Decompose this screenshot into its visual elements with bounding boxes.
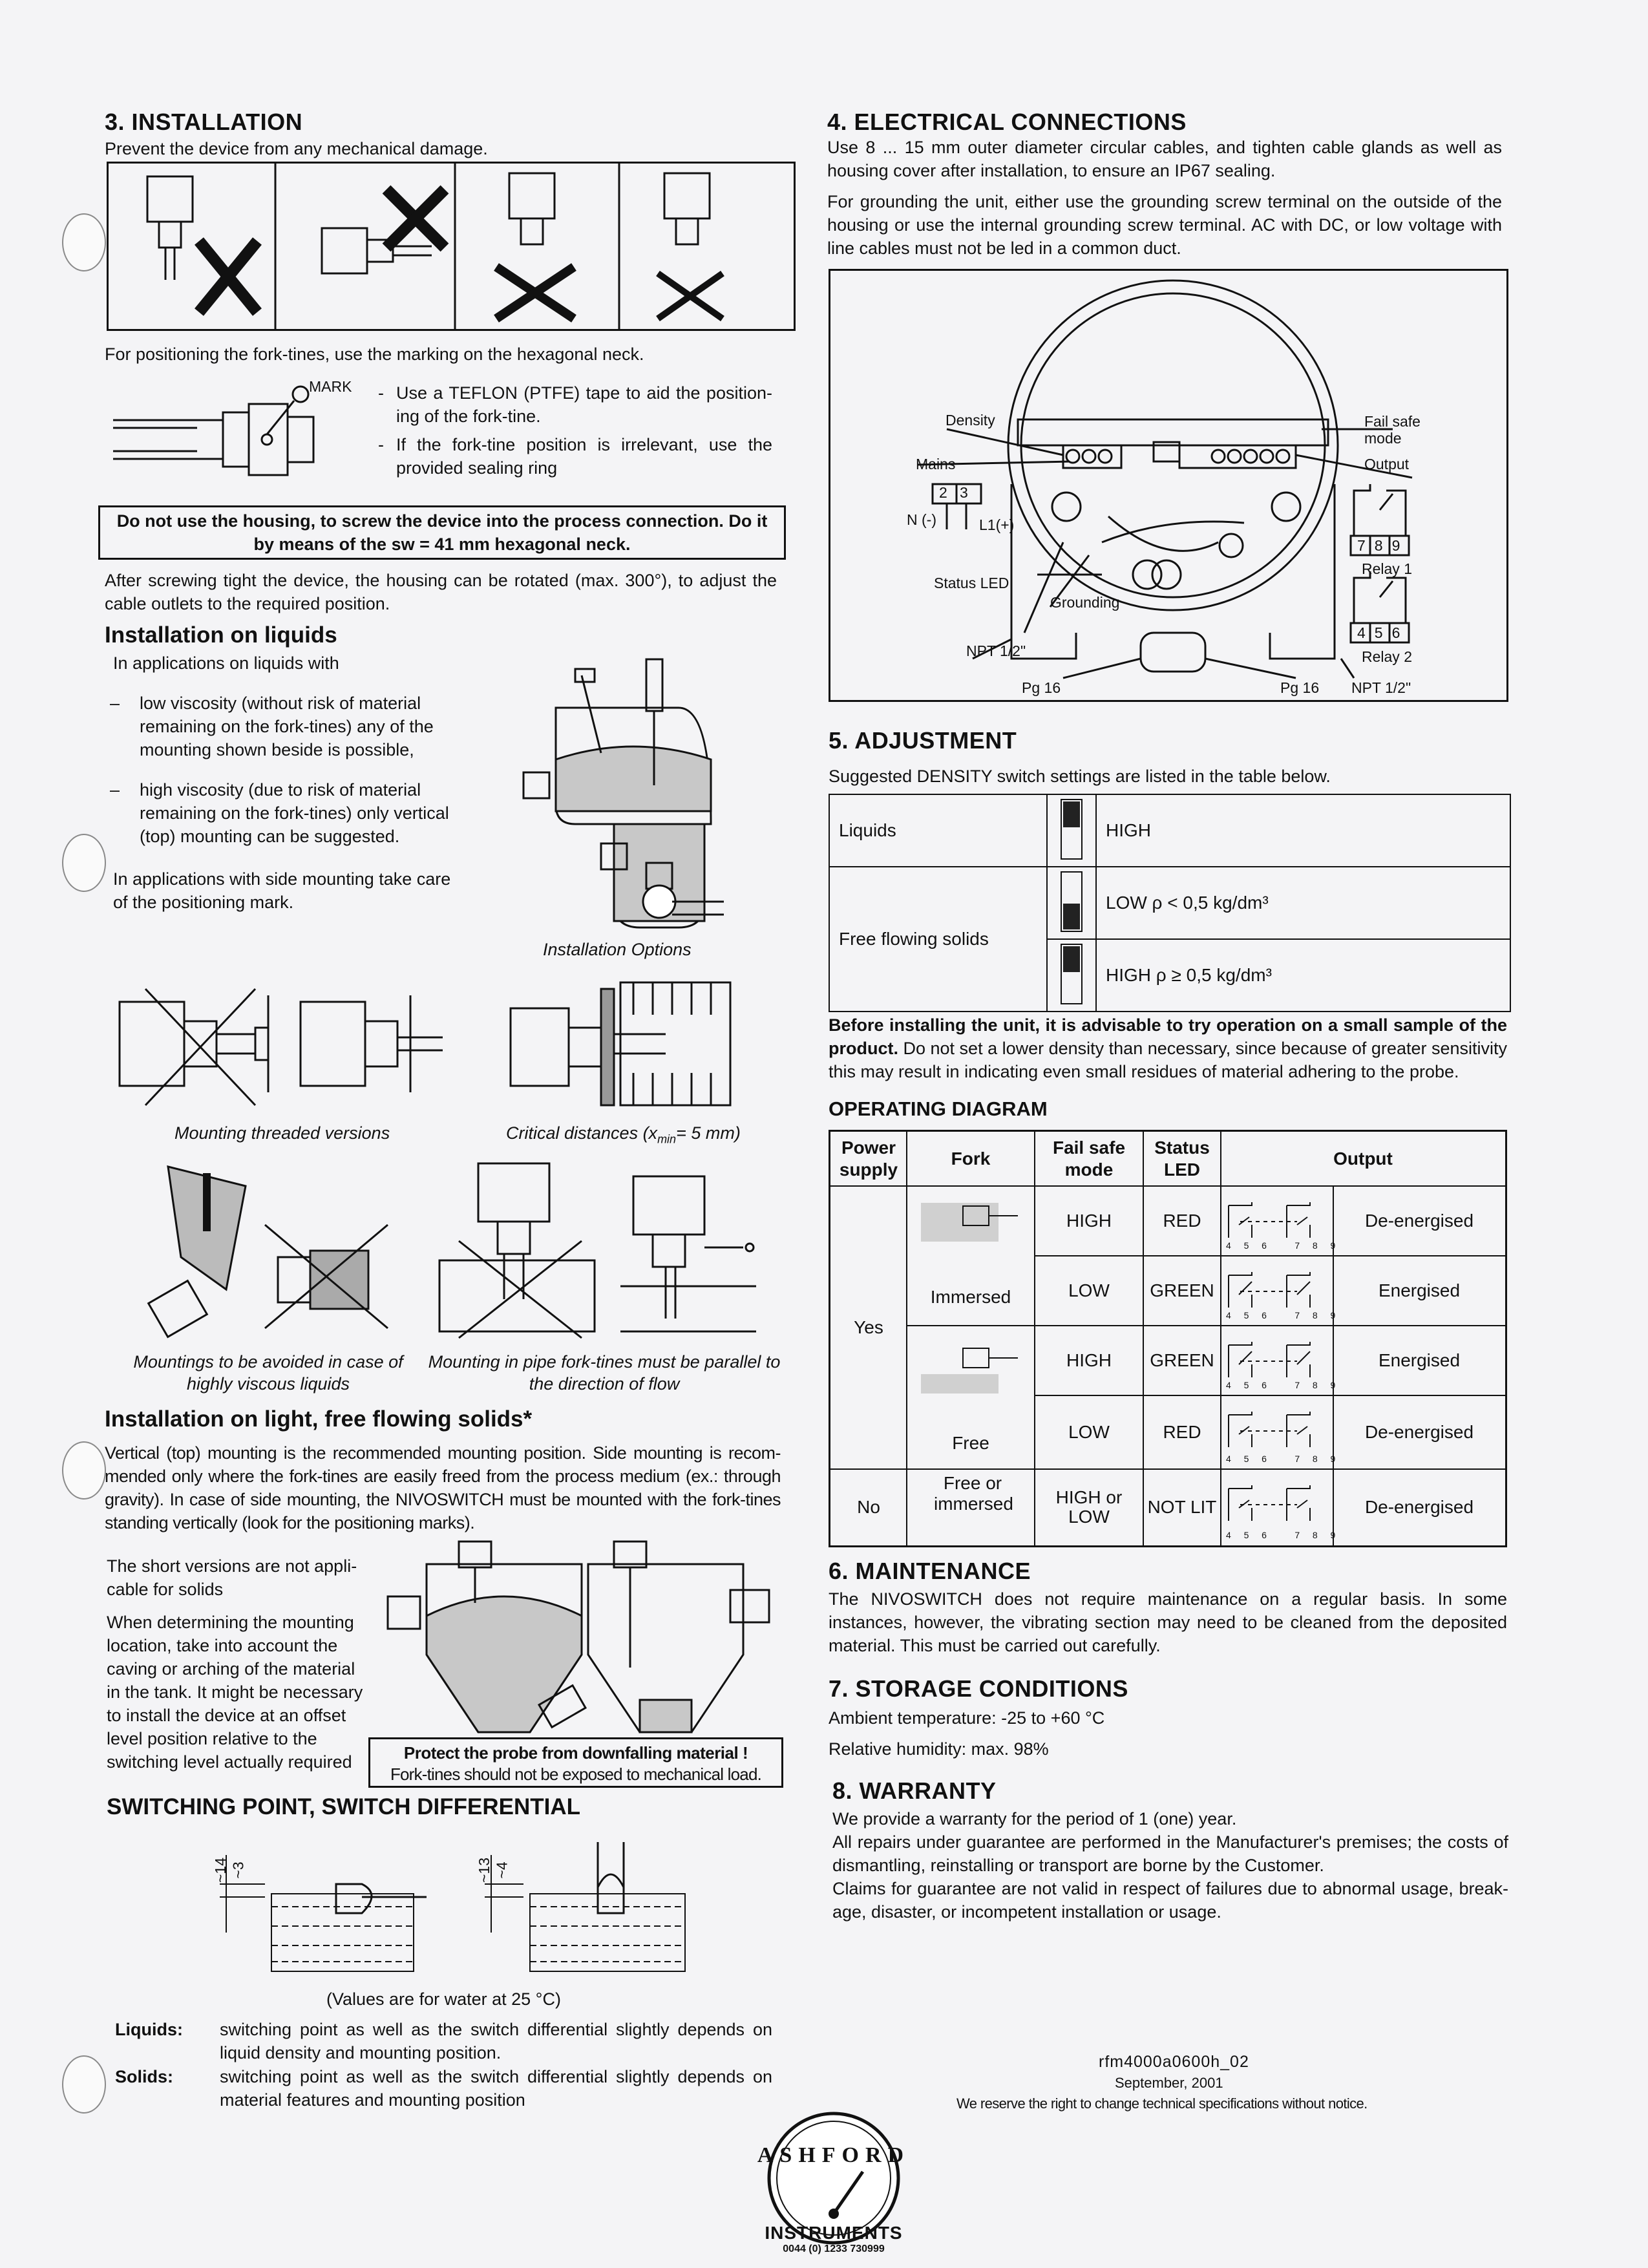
switch-icon [1047, 867, 1096, 939]
warranty-p2: All repairs under guarantee are performed in the Manufacturer's premises; the costs of dismantling, reinstalling or transport are borne by the Customer. [832, 1832, 1508, 1875]
switching-title: SWITCHING POINT, SWITCH DIFFERENTIAL [107, 1794, 581, 1819]
solids-text: Vertical (top) mounting is the recommended mounting position. Side mounting is recom-mended only where the fork-tines are easily freed from the process medium (ex.: through gravity). In case of side mounting, the NIVOSWITCH must be mounted with the fork-tines standing vertically (look for the positioning marks). [105, 1443, 781, 1532]
liquids-desc: switching point as well as the switch differential slightly depends on liquid density and mounting position. [220, 2020, 772, 2062]
caption-installation-options: Installation Options [543, 940, 692, 959]
fail-safe-mode-cell: HIGH [1066, 1211, 1112, 1231]
liquids-item-high: high viscosity (due to risk of material remaining on the fork-tines) only vertical (top) mounting can be suggested. [140, 780, 449, 846]
fork-free: Free [952, 1433, 989, 1453]
liquids-side-text: In applications with side mounting take care of the positioning mark. [113, 869, 451, 912]
relay1-t8: 8 [1374, 537, 1392, 554]
relay1-t9: 9 [1391, 537, 1410, 554]
after-screwing-text: After screwing tight the device, the housing can be rotated (max. 300°), to adjust the cable outlets to the required position. [105, 571, 777, 613]
liquids-intro: In applications on liquids with [113, 653, 339, 673]
binder-hole [62, 1441, 106, 1500]
advice-bold: Before installing the unit, it is advisable to try operation on a small sample of the product. [829, 1015, 1507, 1058]
silo-mounting-drawing [368, 1538, 788, 1739]
storage-temp: Ambient temperature: -25 to +60 °C [829, 1708, 1105, 1728]
switch-icon [1047, 939, 1096, 1012]
header-output: Output [1333, 1149, 1393, 1169]
status-led-cell: RED [1163, 1422, 1201, 1442]
footer-code: rfm4000a0600h_02 [1099, 2053, 1249, 2071]
setting-low-density: LOW ρ < 0,5 kg/dm³ [1096, 867, 1510, 939]
label-status-led: Status LED [934, 575, 1009, 591]
fail-safe-mode-cell: HIGH [1066, 1350, 1112, 1370]
relay-terminal-numbers: 4 5 6 7 8 9 [1226, 1530, 1338, 1540]
warranty-title: 8. WARRANTY [832, 1777, 997, 1804]
label-npt-left: NPT 1/2" [966, 642, 1026, 659]
terminal-2: 2 [939, 484, 947, 501]
output-cell: De-energised [1364, 1497, 1474, 1517]
output-cell: Energised [1378, 1350, 1461, 1370]
maintenance-text: The NIVOSWITCH does not require maintenance on a regular basis. In some instances, however, the vibrating section may need to be cleaned from the deposited material. This must be carried out carefully. [829, 1589, 1507, 1655]
operating-diagram-title: OPERATING DIAGRAM [829, 1097, 1048, 1120]
advice-text: Do not set a lower density than necessary, since because of greater sensitivity this may result in indicating even small residues of material adhering to the probe. [829, 1039, 1507, 1081]
relay-terminal-numbers: 4 5 6 7 8 9 [1226, 1380, 1338, 1390]
binder-hole [62, 834, 106, 892]
dim-left-a: ~14 [212, 1857, 229, 1883]
label-density: Density [945, 412, 995, 429]
relay1-terminals [1357, 537, 1409, 555]
solids-title: Installation on light, free flowing solids* [105, 1406, 533, 1432]
pipe-mounting-drawing [433, 1157, 769, 1344]
binder-hole [62, 213, 106, 271]
caption-critical [506, 1122, 741, 1150]
liquids-title: Installation on liquids [105, 622, 337, 648]
bullet-teflon: Use a TEFLON (PTFE) tape to aid the position-ing of the fork-tine. [396, 383, 772, 426]
protect-text: Fork-tines should not be exposed to mechanical load. [390, 1765, 762, 1784]
status-led-cell: GREEN [1150, 1350, 1214, 1370]
label-pg-left: Pg 16 [1022, 679, 1061, 696]
ashford-instruments-stamp [750, 2110, 918, 2268]
warranty-p3: Claims for guarantee are not valid in respect of failures due to abnormal usage, break-age, disaster, or incompetent installation or usage. [832, 1879, 1508, 1922]
relay2-terminals [1357, 624, 1409, 642]
medium-liquids: Liquids [829, 794, 1047, 867]
caption-critical-sub: min [657, 1132, 677, 1146]
liquids-label: Liquids: [115, 2020, 183, 2039]
setting-high: HIGH [1096, 794, 1510, 867]
footer-date: September, 2001 [1115, 2075, 1223, 2091]
caption-pipe: Mounting in pipe fork-tines must be parallel to the direction of flow [428, 1352, 781, 1394]
binder-hole [62, 2055, 106, 2114]
medium-solids: Free flowing solids [829, 867, 1047, 1012]
protect-title: Protect the probe from downfalling material ! [403, 1743, 748, 1763]
protect-box [368, 1737, 783, 1788]
output-cell: De-energised [1364, 1422, 1474, 1442]
label-line: L1(+) [979, 516, 1015, 533]
header-fork: Fork [951, 1149, 991, 1169]
label-mains: Mains [916, 456, 956, 472]
fail-safe-mode-cell: LOW [1068, 1280, 1110, 1300]
solids-label: Solids: [115, 2067, 174, 2086]
warranty-body [832, 1807, 1508, 1924]
stamp-phone: 0044 (0) 1233 730999 [783, 2243, 885, 2254]
bullet-sealing-ring: If the fork-tine position is irrelevant, use the provided sealing ring [396, 435, 772, 478]
setting-high-density: HIGH ρ ≥ 0,5 kg/dm³ [1096, 939, 1510, 1012]
threaded-mounting-drawing [107, 982, 456, 1118]
label-neutral: N (-) [907, 511, 936, 528]
terminal-3: 3 [960, 484, 968, 501]
caption-critical-text: Critical distances (x [506, 1123, 658, 1143]
header-power: Power supply [839, 1138, 898, 1180]
installation-title: 3. INSTALLATION [105, 109, 303, 135]
footer-notice: We reserve the right to change technical specifications without notice. [956, 2095, 1368, 2112]
label-relay2: Relay 2 [1362, 648, 1412, 665]
relay2-t6: 6 [1391, 624, 1410, 641]
installation-options-drawing [517, 656, 730, 934]
mark-bullets: - Use a TEFLON (PTFE) tape to aid the position-ing of the fork-tine. - If the fork-tine position is irrelevant, use the provided sealing ring [378, 381, 772, 480]
label-fail-safe: Fail safe mode [1364, 413, 1421, 447]
label-pg-right: Pg 16 [1280, 679, 1320, 696]
mark-label: MARK [309, 378, 352, 395]
operating-diagram-table [829, 1130, 1507, 1547]
dim-right-a: ~13 [476, 1857, 493, 1883]
storage-humidity: Relative humidity: max. 98% [829, 1739, 1049, 1759]
header-fail-safe: Fail safe mode [1052, 1138, 1126, 1180]
warranty-p1: We provide a warranty for the period of 1 (one) year. [832, 1809, 1237, 1828]
storage-title: 7. STORAGE CONDITIONS [829, 1675, 1128, 1702]
caption-avoided: Mountings to be avoided in case of highly viscous liquids [133, 1352, 403, 1394]
values-note: (Values are for water at 25 °C) [326, 1989, 561, 2009]
relay1-t7: 7 [1357, 537, 1375, 554]
adjustment-advice [829, 1013, 1507, 1083]
table-row [829, 794, 1510, 867]
dim-left-b: ~3 [229, 1861, 247, 1879]
fork-immersed: Immersed [930, 1287, 1011, 1307]
relay-terminal-numbers: 4 5 6 7 8 9 [1226, 1310, 1338, 1320]
table-row [829, 867, 1510, 939]
caption-critical-end: = 5 mm) [676, 1123, 741, 1143]
switch-icon [1047, 794, 1096, 867]
dim-right-b: ~4 [493, 1861, 511, 1879]
solids-desc: switching point as well as the switch differential slightly depends on material features and mounting position [220, 2067, 772, 2110]
electrical-p1: Use 8 ... 15 mm outer diameter circular cables, and tighten cable glands as well as housing cover after installation, to ensure an IP67 sealing. [827, 138, 1502, 180]
maintenance-title: 6. MAINTENANCE [829, 1558, 1031, 1584]
power-yes: Yes [854, 1317, 883, 1337]
status-led-cell: RED [1163, 1211, 1201, 1231]
adjustment-intro: Suggested DENSITY switch settings are listed in the table below. [829, 767, 1331, 786]
critical-distances-drawing [504, 976, 737, 1112]
damage-illustration-strip [107, 162, 796, 331]
warning-box [98, 505, 786, 560]
header-status-led: Status LED [1154, 1138, 1210, 1180]
electrical-p2: For grounding the unit, either use the grounding screw terminal on the outside of the housing or use the internal grounding screw terminal. AC with DC, or low voltage with line cables must not be led in a common duct. [827, 192, 1502, 258]
fork-free-or-immersed: Free or immersed [934, 1473, 1013, 1514]
warning-text: Do not use the housing, to screw the device into the process connection. Do it by means of the sw = 41 mm hexagonal neck. [116, 511, 768, 554]
output-cell: Energised [1378, 1280, 1461, 1300]
determining-text: When determining the mounting location, take into account the caving or arching of the material in the tank. It might be necessary to install the device at an offset level position relative to the switching level actually required [107, 1613, 363, 1772]
status-led-cell: NOT LIT [1147, 1497, 1217, 1517]
electrical-title: 4. ELECTRICAL CONNECTIONS [827, 109, 1187, 135]
adjustment-title: 5. ADJUSTMENT [829, 727, 1017, 754]
relay2-t5: 5 [1374, 624, 1392, 641]
liquids-list: – low viscosity (without risk of material remaining on the fork-tines) any of the mounting shown beside is possible, – high viscosity (due to risk of material remaining on the fork-tines) only vertical (top) mounting can be suggested. [110, 692, 472, 848]
positioning-text: For positioning the fork-tines, use the marking on the hexagonal neck. [105, 344, 644, 364]
wiring-diagram [829, 269, 1508, 702]
stamp-name: INSTRUMENTS [765, 2223, 903, 2243]
label-npt-right: NPT 1/2" [1351, 679, 1411, 696]
power-no: No [857, 1497, 880, 1517]
status-led-cell: GREEN [1150, 1280, 1214, 1300]
relay2-t4: 4 [1357, 624, 1375, 641]
relay-terminal-numbers: 4 5 6 7 8 9 [1226, 1454, 1338, 1464]
output-cell: De-energised [1364, 1211, 1474, 1231]
prevent-damage-text: Prevent the device from any mechanical damage. [105, 139, 488, 158]
fail-safe-mode-cell: LOW [1068, 1422, 1110, 1442]
stamp-gauge [750, 2110, 918, 2240]
liquids-item-low: low viscosity (without risk of material remaining on the fork-tines) any of the mounting shown beside is possible, [140, 694, 434, 759]
caption-threaded: Mounting threaded versions [174, 1123, 390, 1143]
fail-safe-mode-cell: HIGH or LOW [1055, 1487, 1123, 1527]
label-output: Output [1364, 456, 1410, 472]
avoided-mountings-drawing [129, 1160, 401, 1341]
label-grounding: Grounding [1050, 594, 1120, 611]
damage-illustrations [109, 164, 794, 329]
short-versions-text: The short versions are not appli-cable for solids [107, 1556, 357, 1599]
relay-terminal-numbers: 4 5 6 7 8 9 [1226, 1240, 1338, 1251]
svg-text:ASHFORD: ASHFORD [757, 2143, 911, 2167]
density-settings-table [829, 794, 1511, 1012]
label-relay1: Relay 1 [1362, 560, 1412, 577]
